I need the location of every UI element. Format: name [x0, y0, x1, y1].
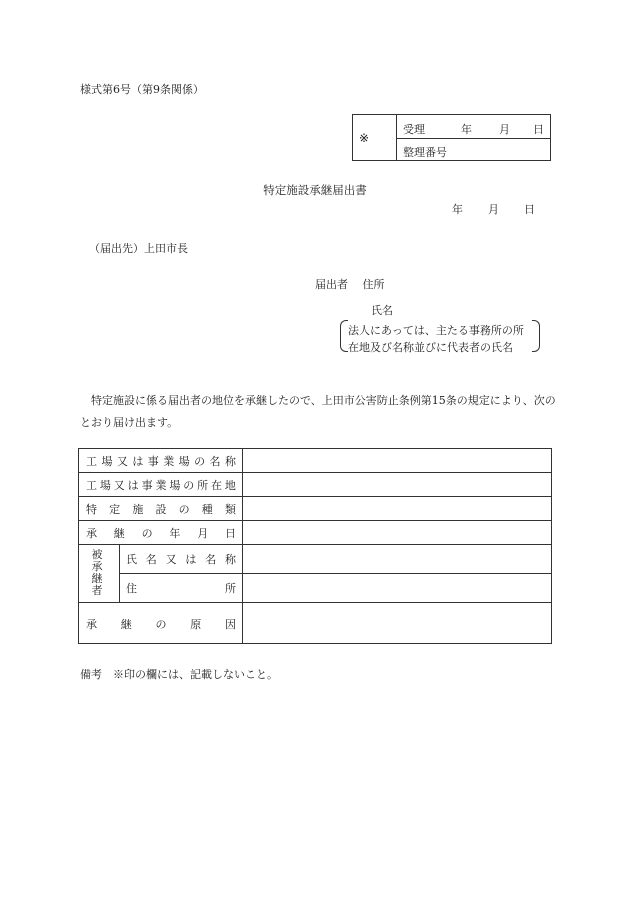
addressee: （届出先）上田市長	[89, 242, 188, 255]
date-year: 年	[452, 203, 463, 216]
label-char: の	[194, 454, 206, 468]
label-char: 工	[86, 478, 97, 492]
receipt-label: 受理	[403, 123, 425, 136]
cell-successor-name-label	[126, 545, 236, 573]
label-char: 承	[86, 526, 97, 540]
label-char: 場	[99, 478, 111, 492]
label-char: 類	[224, 502, 236, 516]
label-char: 場	[169, 478, 181, 492]
label-char: 承	[86, 617, 97, 631]
remarks: 備考 ※印の欄には、記載しないこと。	[80, 668, 278, 681]
corporate-note-line1: 法人にあっては、主たる事務所の所	[348, 324, 524, 337]
receipt-year: 年	[461, 123, 472, 136]
label-char: 場	[101, 454, 113, 468]
office-use-mark: ※	[359, 131, 370, 145]
succession-table	[78, 448, 552, 644]
label-char: 事	[147, 454, 159, 468]
label-char: 場	[178, 454, 190, 468]
successor-label: 被 承 継 者	[91, 548, 103, 597]
label-char: 日	[224, 526, 236, 540]
label-char: 又	[165, 553, 177, 566]
reference-number-label: 整理番号	[403, 146, 447, 159]
label-char: 又	[113, 478, 125, 492]
label-char: は	[132, 454, 144, 468]
label-char: 又	[116, 454, 128, 468]
label-char: 業	[155, 478, 167, 492]
applicant-label: 届出者	[315, 278, 348, 291]
label-char: 称	[224, 553, 236, 566]
label-char: の	[141, 526, 153, 540]
label-char: 施	[132, 502, 144, 516]
left-bracket	[340, 320, 348, 352]
label-char: 所	[197, 478, 209, 492]
receipt-day: 日	[533, 123, 544, 136]
label-char: は	[185, 553, 197, 566]
cell-succession-date-label	[86, 521, 236, 544]
label-char: 継	[120, 617, 132, 631]
receipt-month: 月	[499, 123, 510, 136]
document-title: 特定施設承継届出書	[263, 183, 367, 197]
label-char: 名	[209, 454, 221, 468]
cell-successor-address-label	[126, 574, 236, 602]
label-char: 月	[197, 526, 209, 540]
label-char: 因	[225, 617, 236, 631]
label-char: 特	[86, 502, 97, 516]
label-char: の	[183, 478, 195, 492]
cell-succession-reason-label	[86, 603, 236, 644]
label-char: は	[127, 478, 139, 492]
label-char: 地	[224, 478, 236, 492]
cell-facility-location-label	[86, 473, 236, 496]
label-char: 種	[201, 502, 213, 516]
label-char: 業	[163, 454, 175, 468]
cell-facility-name-label	[86, 449, 236, 472]
label-char: 氏	[126, 553, 137, 566]
label-char: 住	[126, 582, 137, 595]
cell-facility-type-label	[86, 497, 236, 520]
label-char: の	[178, 502, 190, 516]
label-char: 名	[205, 553, 217, 566]
right-bracket	[532, 320, 540, 352]
corporate-note-line2: 在地及び名称並びに代表者の氏名	[348, 341, 513, 354]
label-char: の	[155, 617, 167, 631]
label-char: 定	[109, 502, 121, 516]
label-char: 所	[225, 582, 236, 595]
label-char: 在	[211, 478, 223, 492]
address-label: 住所	[362, 278, 385, 291]
label-char: 継	[113, 526, 125, 540]
form-number: 様式第6号（第9条関係）	[80, 83, 204, 96]
label-char: 設	[155, 502, 167, 516]
label-char: 年	[169, 526, 181, 540]
corporate-note	[340, 320, 540, 354]
label-char: 事	[141, 478, 153, 492]
date-day: 日	[524, 203, 535, 216]
label-char: 工	[86, 454, 97, 468]
label-char: 名	[145, 553, 157, 566]
date-month: 月	[488, 203, 499, 216]
applicant-block	[315, 276, 385, 292]
label-char: 原	[190, 617, 202, 631]
body-text: 特定施設に係る届出者の地位を承継したので、上田市公害防止条例第15条の規定により、次のとおり届け出ます。	[80, 394, 556, 429]
label-char: 称	[224, 454, 236, 468]
name-label: 氏名	[371, 304, 393, 317]
receipt-box	[352, 114, 551, 161]
